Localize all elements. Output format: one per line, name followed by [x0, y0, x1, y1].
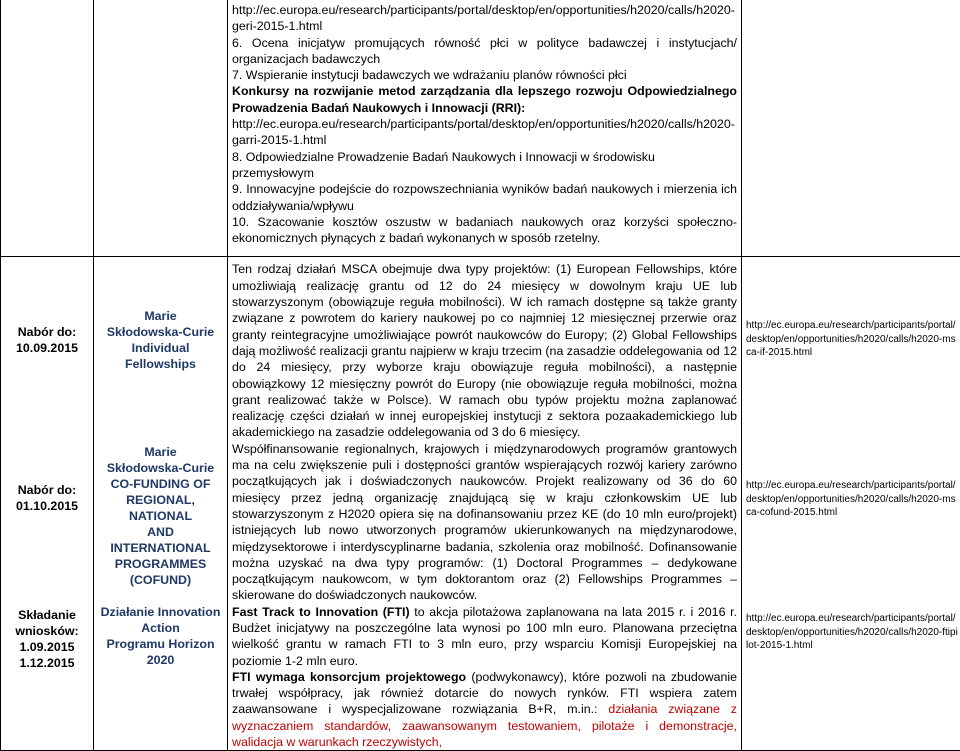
fti-text-1: to akcja pilotażowa zaplanowana na lata 2015 r. i 2016 r. Budżet inicjatywy na poszczególne lata wynosi po 100 mln euro. Planowana przeciętna wielkość grantu w ramach FTI to 3 mln euro, przy wsparciu Komisji Europejskiej na poziomie 1-2 mln euro.: [232, 605, 737, 668]
programme-if: Marie Skłodowska-Curie Individual Fellowships: [96, 308, 225, 372]
cofund-link[interactable]: http://ec.europa.eu/research/participants/portal/desktop/en/opportunities/h2020/calls/h2020-msca-cofund-2015.html: [746, 479, 960, 519]
top-description-cell: [228, 0, 742, 257]
empty-cell: [742, 0, 960, 257]
if-description: Ten rodzaj działań MSCA obejmuje dwa typy projektów: (1) European Fellowships, które umożliwiają realizację grantu od 12 do 24 miesięcy w dowolnym kraju UE lub stowarzyszonym (obowiązuje reguła mobilności). W ich ramach dostępne są także granty związane z powrotem do kariery naukowej po co najmniej 12 miesięcznej przerwie oraz granty reintegracyjne umożliwiające powrót naukowców do Europy; (2) Global Fellowships dają możliwość realizacji grantu najpierw w kraju trzecim (na zasadzie oddelegowania od 12 do 24 miesięcy, przy wyborze kraju obowiązuje reguła mobilności), a następnie obowiązkowy 12 miesięczny powrót do Europy (nie obowiązuje reguła mobilności, można grant realizować także w Polsce). W ramach obu typów projektu można zaplanować realizację części działań w innej europejskiej instytucji z sektora pozaakademickiego lub akademickiego na zasadzie oddelegowania od 3 do 6 miesięcy.: [232, 261, 737, 440]
fti-description-2: [232, 669, 737, 750]
cofund-description: Współfinansowanie regionalnych, krajowych i międzynarodowych programów grantowych ma na celu zwiększenie puli i dostępności grantów wspierających rozwój kariery zarówno początkujących jak i doświadczonych naukowców. Projekt realizowany od 36 do 60 miesięcy przez jedną organizację znajdującą się w kraju członkowskim UE lub stowarzyszonym z H2020 opiera się na dofinansowaniu przez KE (do 10 mln euro/projekt) istniejących lub nowo utworzonych programów ukierunkowanych na międzynarodowe, międzysektorowe i interdyscyplinarne badania, szkolenia oraz mobilność. Dofinansowanie można uzyskać na dwa typy programów: (1) Doctoral Programmes – dedykowane początkującym naukowcom, w tym doktorantom oraz (2) Fellowships Programmes – skierowane do doświadczonych naukowców.: [232, 441, 737, 604]
fti-text-2: (podwykonawcy), które pozwoli na zbudowanie trwałej współpracy, jak również dotarcie do nowych rynków. FTI wspiera zatem zaawansowane i wyspecjalizowane rozwiązania B+R, m.in.:: [232, 670, 737, 717]
fti-link[interactable]: http://ec.europa.eu/research/participants/portal/desktop/en/opportunities/h2020/calls/h2020-ftipilot-2015-1.html: [746, 612, 960, 652]
call-dates-cell: [1, 257, 94, 751]
fti-red-text: działania związane z wyznaczaniem standardów, zaawansowanym testowaniem, pilotaże i demonstracje, walidacja w warunkach rzeczywistych,: [232, 702, 737, 749]
fti-description-1: [232, 604, 737, 669]
table-row: [1, 0, 960, 257]
item-6: 6. Ocena inicjatyw promujących równość płci w polityce badawczej i instytucjach/ organizacjach badawczych: [232, 35, 737, 68]
item-10: 10. Szacowanie kosztów oszustw w badaniach naukowych oraz korzyści społeczno-ekonomicznych płynących z badań wykonanych w sposób rzetelny.: [232, 214, 737, 247]
item-7: 7. Wspieranie instytucji badawczych we wdrażaniu planów równości płci: [232, 67, 737, 83]
programme-cofund: Marie Skłodowska-Curie CO-FUNDING OF REGIONAL, NATIONAL AND INTERNATIONAL PROGRAMMES (COFUND): [96, 444, 225, 588]
descriptions-cell: [228, 257, 742, 751]
fti-bold-2: FTI wymaga konsorcjum projektowego: [232, 670, 466, 684]
programme-fti: Działanie Innovation Action Programu Horizon 2020: [96, 604, 225, 668]
fti-bold-1: Fast Track to Innovation (FTI): [232, 605, 410, 619]
url-geri[interactable]: http://ec.europa.eu/research/participants/portal/desktop/en/opportunities/h2020/calls/h2020-geri-2015-1.html: [232, 2, 737, 35]
item-9: 9. Innowacyjne podejście do rozpowszechniania wyników badań naukowych i mierzenia ich oddziaływania/wpływu: [232, 181, 737, 214]
url-garri[interactable]: http://ec.europa.eu/research/participants/portal/desktop/en/opportunities/h2020/calls/h2020-garri-2015-1.html: [232, 116, 737, 149]
if-link[interactable]: http://ec.europa.eu/research/participants/portal/desktop/en/opportunities/h2020/calls/h2020-msca-if-2015.html: [746, 319, 960, 359]
programme-names-cell: [94, 257, 228, 751]
contest-heading: Konkursy na rozwijanie metod zarządzania dla lepszego rozwoju Odpowiedzialnego Prowadzenia Badań Naukowych i Innowacji (RRI):: [232, 83, 737, 116]
call-2-deadline: Nabór do: 01.10.2015: [1, 482, 93, 514]
empty-cell: [1, 0, 94, 257]
call-1-deadline: Nabór do: 10.09.2015: [1, 324, 93, 356]
empty-cell: [94, 0, 228, 257]
table-row: [1, 257, 960, 751]
item-8: 8. Odpowiedzialne Prowadzenie Badań Naukowych i Innowacji w środowisku przemysłowym: [232, 149, 737, 182]
links-cell: [742, 257, 960, 751]
call-3-deadline: Składanie wniosków: 1.09.2015 1.12.2015: [1, 607, 93, 671]
